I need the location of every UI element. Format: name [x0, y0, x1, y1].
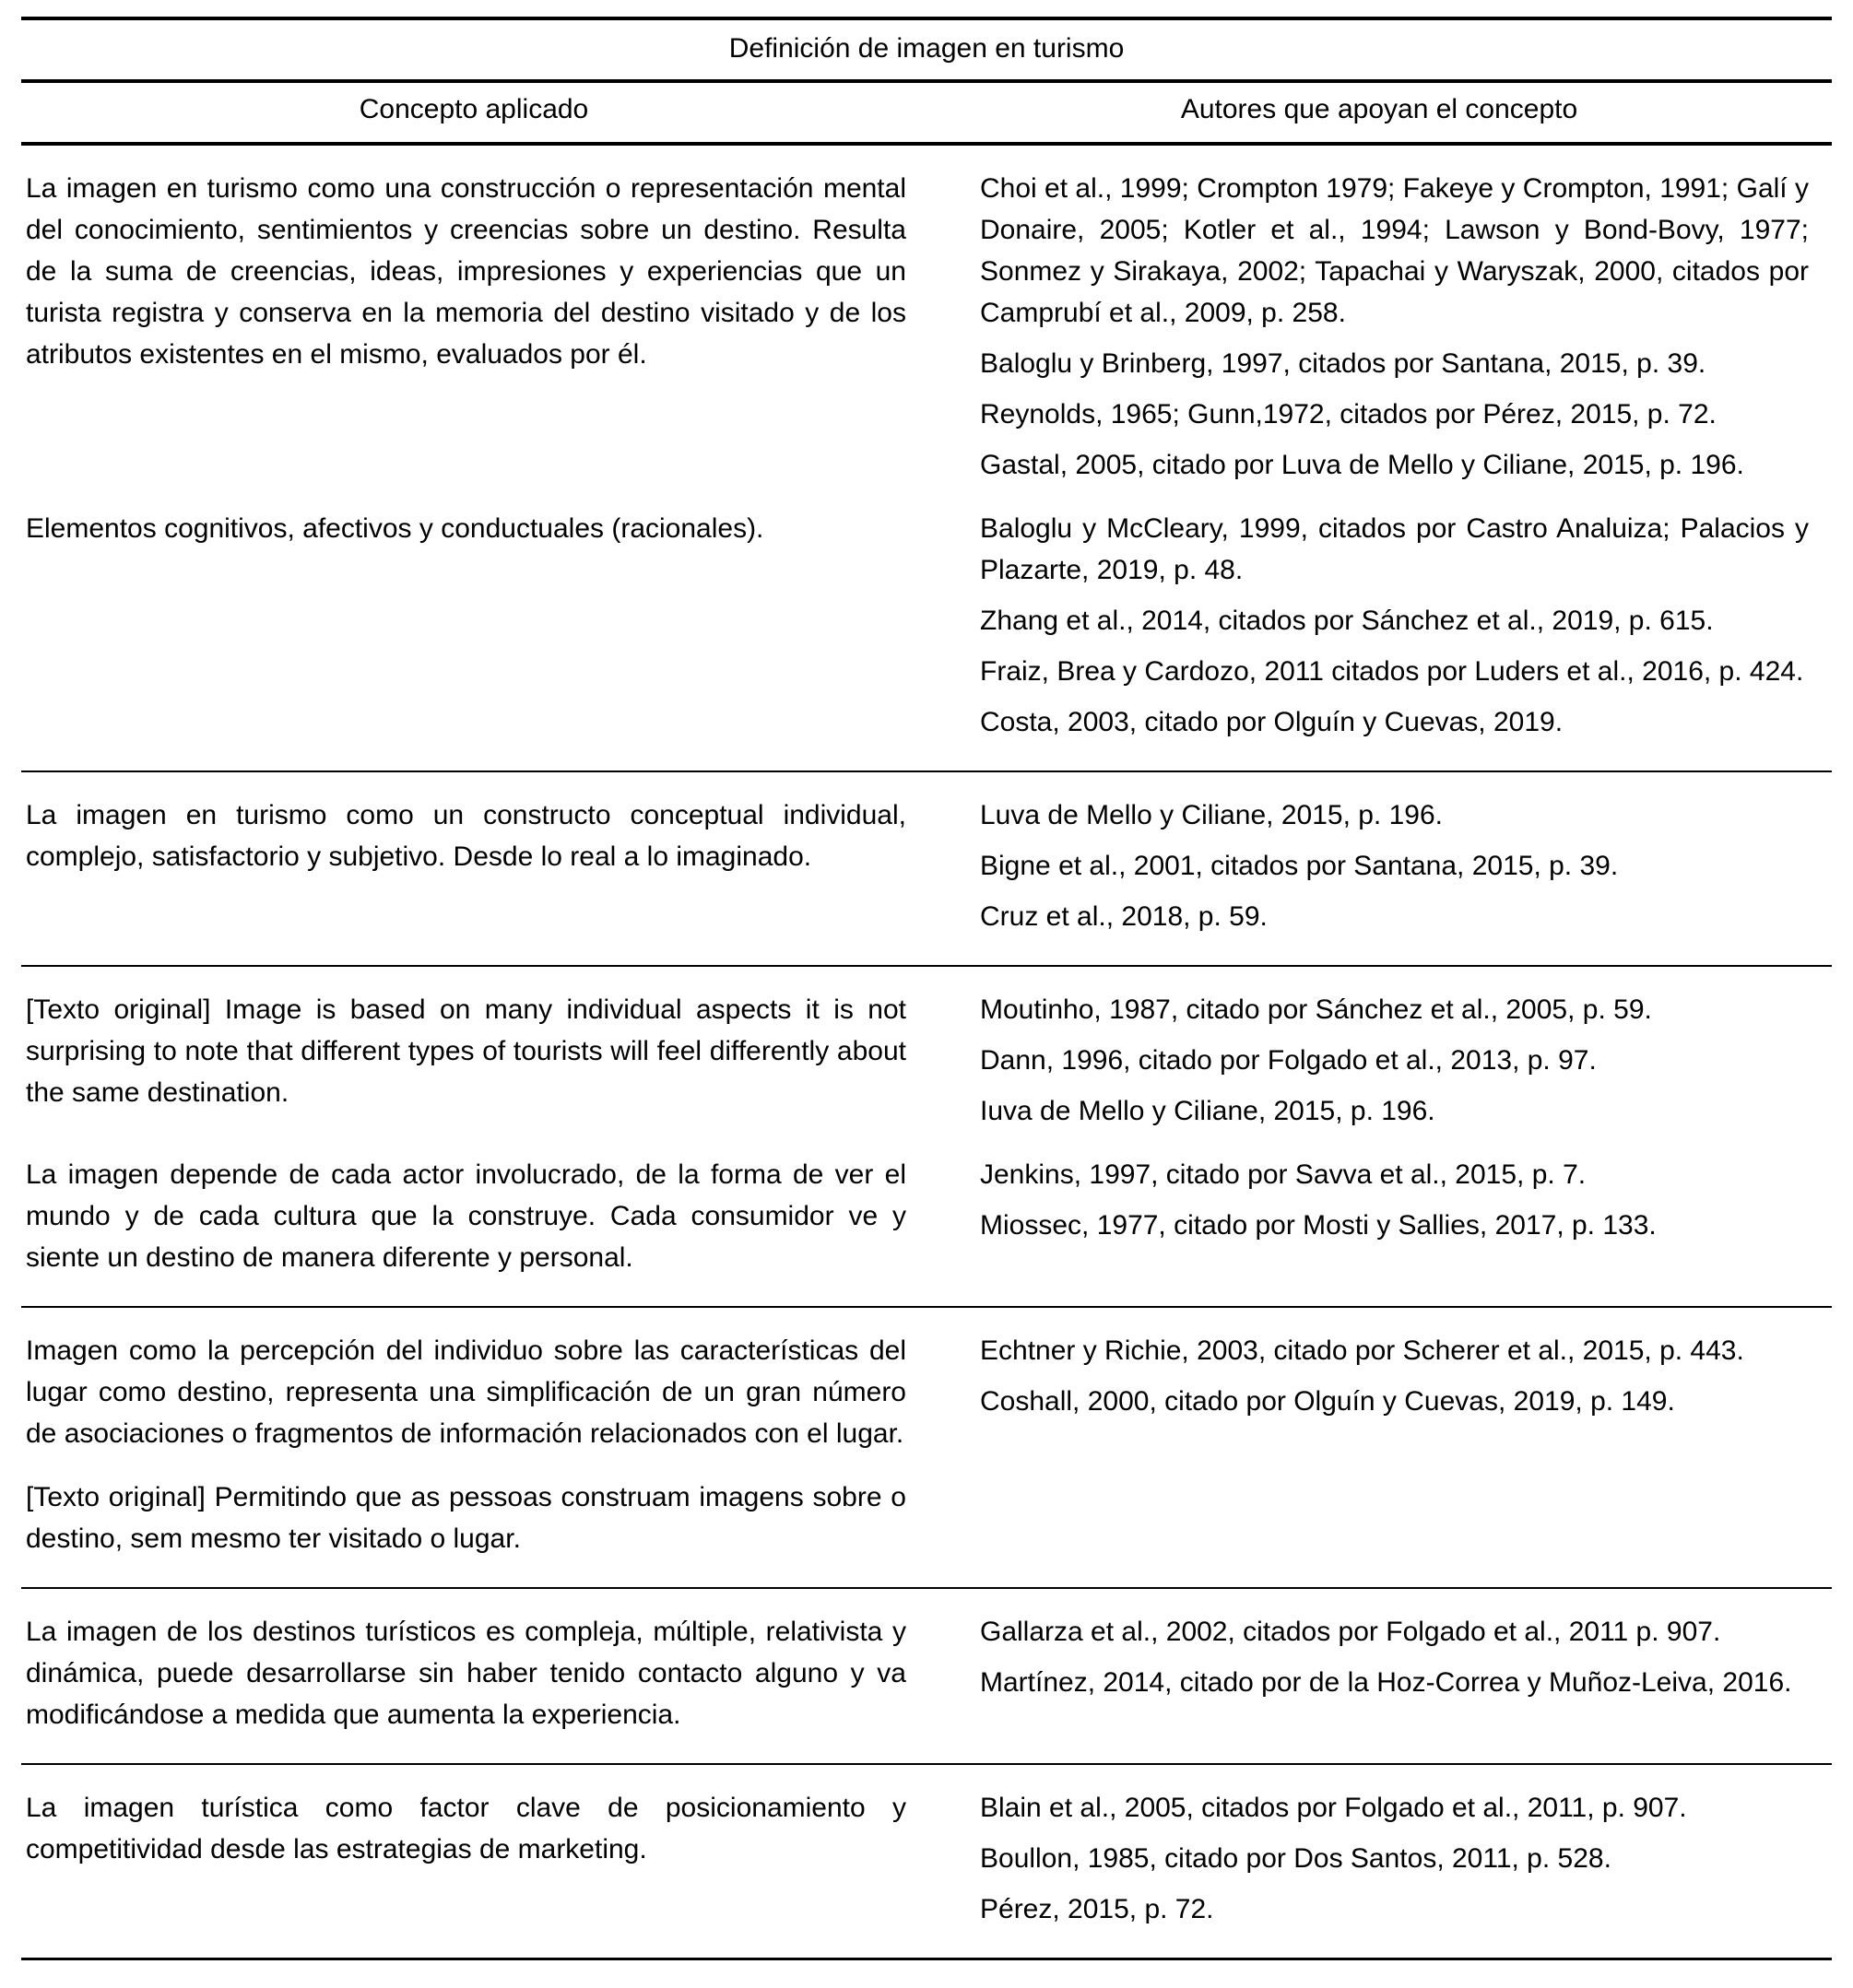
concept-cell — [21, 1330, 926, 1454]
concept-paragraph: La imagen turística como factor clave de posicionamiento y competitividad desde las estrategias de marketing. — [26, 1793, 906, 1864]
row-section — [21, 1476, 1832, 1559]
authors-cell — [926, 1330, 1832, 1454]
citation: Coshall, 2000, citado por Olguín y Cuevas, 2019, p. 149. — [980, 1386, 1675, 1417]
row-section — [21, 1330, 1832, 1454]
authors-cell — [926, 508, 1832, 743]
authors-cell — [926, 794, 1832, 937]
concept-paragraph: La imagen en turismo como una construcción o representación mental del conocimiento, sentimientos y creencias sobre un destino. Resulta de la suma de creencias, ideas, impresiones y experiencias que un turista registra y conserva en la memoria del destino visitado y de los atributos existentes en el mismo, evaluados por él. — [26, 173, 906, 370]
citation: Cruz et al., 2018, p. 59. — [980, 901, 1268, 932]
citation: Dann, 1996, citado por Folgado et al., 2013, p. 97. — [980, 1045, 1597, 1076]
concept-cell — [21, 794, 926, 937]
authors-cell — [926, 168, 1832, 486]
concept-paragraph: La imagen en turismo como un constructo conceptual individual, complejo, satisfactorio y subjetivo. Desde lo real a lo imaginado. — [26, 800, 906, 872]
definitions-table — [21, 17, 1832, 1960]
row-section — [21, 508, 1832, 743]
table-row — [21, 1308, 1832, 1589]
citation: Iuva de Mello y Ciliane, 2015, p. 196. — [980, 1096, 1435, 1126]
concept-paragraph: Elementos cognitivos, afectivos y conductuales (racionales). — [26, 513, 764, 544]
concept-cell — [21, 1611, 926, 1735]
citation: Boullon, 1985, citado por Dos Santos, 2011, p. 528. — [980, 1843, 1611, 1874]
table-row — [21, 1589, 1832, 1765]
column-header-autores: Autores que apoyan el concepto — [1180, 94, 1578, 124]
table-row — [21, 146, 1832, 772]
citation: Jenkins, 1997, citado por Savva et al., 2015, p. 7. — [980, 1159, 1587, 1190]
authors-cell — [926, 1476, 1832, 1559]
citation: Blain et al., 2005, citados por Folgado et al., 2011, p. 907. — [980, 1793, 1687, 1823]
citation: Miossec, 1977, citado por Mosti y Sallies, 2017, p. 133. — [980, 1210, 1657, 1241]
concept-paragraph: La imagen depende de cada actor involucrado, de la forma de ver el mundo y de cada cultura que la construye. Cada consumidor ve y siente un destino de manera diferente y personal. — [26, 1159, 906, 1273]
concept-paragraph: [Texto original] Permitindo que as pessoas construam imagens sobre o destino, sem mesmo ter visitado o lugar. — [26, 1482, 906, 1554]
citation: Moutinho, 1987, citado por Sánchez et al., 2005, p. 59. — [980, 994, 1652, 1025]
table-row — [21, 967, 1832, 1308]
citation: Baloglu y Brinberg, 1997, citados por Santana, 2015, p. 39. — [980, 348, 1706, 379]
concept-cell — [21, 1787, 926, 1930]
citation: Choi et al., 1999; Crompton 1979; Fakeye y Crompton, 1991; Galí y Donaire, 2005; Kotler et al., 1994; Lawson y Bond-Bovy, 1977; Sonmez y Sirakaya, 2002; Tapachai y Waryszak, 2000, citados por Camprubí et al., 2009, p. 258. — [980, 173, 1809, 328]
citation: Echtner y Richie, 2003, citado por Scherer et al., 2015, p. 443. — [980, 1335, 1744, 1366]
row-section — [21, 168, 1832, 486]
concept-paragraph: [Texto original] Image is based on many individual aspects it is not surprising to note that different types of tourists will feel differently about the same destination. — [26, 994, 906, 1108]
row-section — [21, 1787, 1832, 1930]
authors-cell — [926, 1787, 1832, 1930]
concept-cell — [21, 168, 926, 486]
authors-cell — [926, 1611, 1832, 1735]
table-row — [21, 1765, 1832, 1958]
table-header-row — [21, 83, 1832, 142]
concept-paragraph: La imagen de los destinos turísticos es compleja, múltiple, relativista y dinámica, puede desarrollarse sin haber tenido contacto alguno y va modificándose a medida que aumenta la experiencia. — [26, 1617, 906, 1730]
citation: Luva de Mello y Ciliane, 2015, p. 196. — [980, 800, 1443, 830]
concept-cell — [21, 989, 926, 1132]
row-section — [21, 794, 1832, 937]
row-section — [21, 1611, 1832, 1735]
citation: Gallarza et al., 2002, citados por Folgado et al., 2011 p. 907. — [980, 1617, 1721, 1647]
concept-cell — [21, 1154, 926, 1278]
citation: Pérez, 2015, p. 72. — [980, 1894, 1214, 1924]
citation: Baloglu y McCleary, 1999, citados por Castro Analuiza; Palacios y Plazarte, 2019, p. 48. — [980, 513, 1809, 585]
table-body — [21, 146, 1832, 1958]
citation: Costa, 2003, citado por Olguín y Cuevas, 2019. — [980, 707, 1564, 737]
concept-paragraph: Imagen como la percepción del individuo sobre las características del lugar como destino, representa una simplificación de un gran número de asociaciones o fragmentos de información relacionados con el lugar. — [26, 1335, 906, 1449]
table-rule-bottom — [21, 1958, 1832, 1960]
citation: Zhang et al., 2014, citados por Sánchez et al., 2019, p. 615. — [980, 606, 1714, 636]
table-row — [21, 772, 1832, 967]
column-header-concepto: Concepto aplicado — [359, 94, 589, 124]
concept-cell — [21, 1476, 926, 1559]
authors-cell — [926, 1154, 1832, 1278]
citation: Martínez, 2014, citado por de la Hoz-Correa y Muñoz-Leiva, 2016. — [980, 1667, 1792, 1698]
citation: Fraiz, Brea y Cardozo, 2011 citados por Luders et al., 2016, p. 424. — [980, 656, 1804, 687]
authors-cell — [926, 989, 1832, 1132]
row-section — [21, 989, 1832, 1132]
citation: Reynolds, 1965; Gunn,1972, citados por Pérez, 2015, p. 72. — [980, 399, 1717, 429]
citation: Gastal, 2005, citado por Luva de Mello y Ciliane, 2015, p. 196. — [980, 450, 1744, 480]
citation: Bigne et al., 2001, citados por Santana, 2015, p. 39. — [980, 851, 1619, 881]
row-section — [21, 1154, 1832, 1278]
table-title: Definición de imagen en turismo — [728, 33, 1125, 64]
concept-cell — [21, 508, 926, 743]
